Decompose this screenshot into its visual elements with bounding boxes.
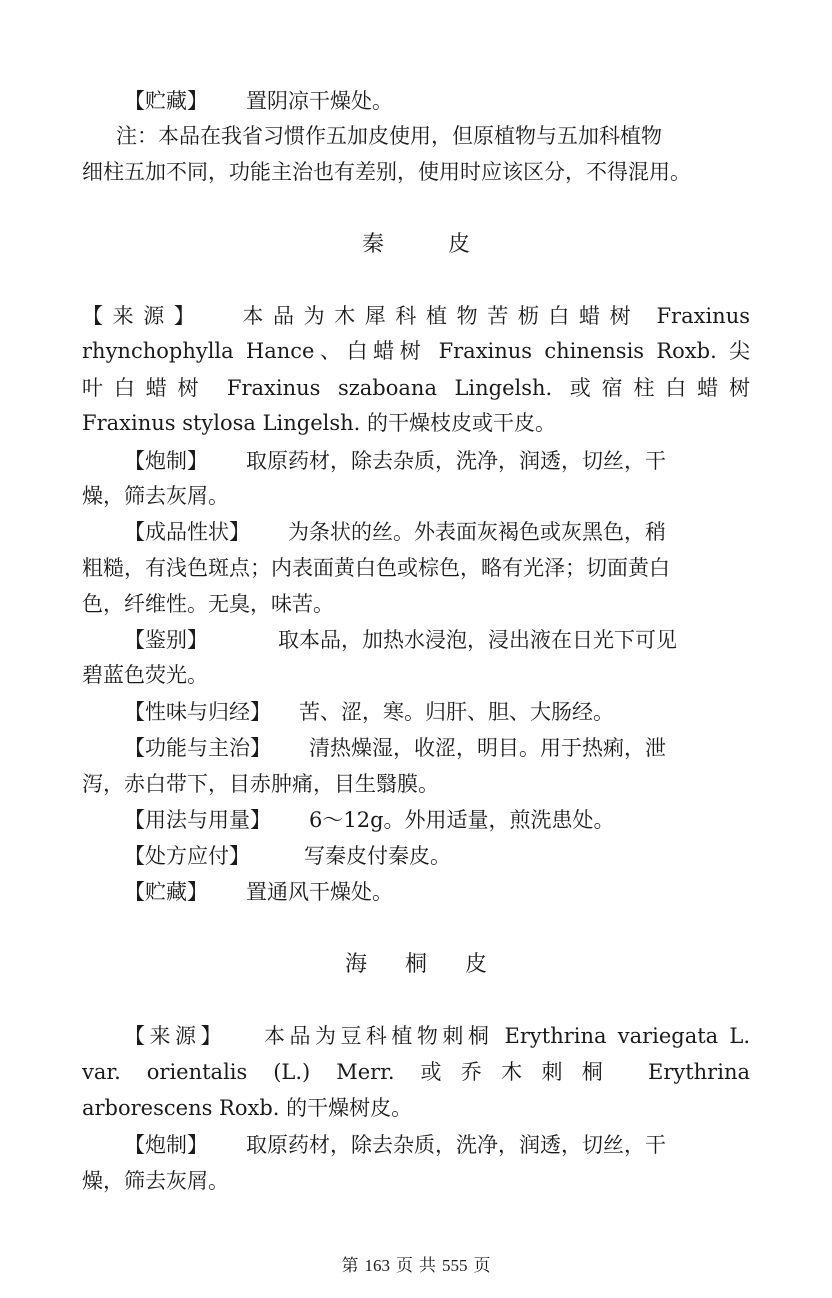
process-line (82, 481, 750, 511)
process-line (82, 1166, 750, 1196)
section-text: 为条状的丝。外表面灰褐色或灰黑色，稍 (288, 520, 666, 544)
function-line (82, 769, 750, 799)
section-title-qinpi (0, 230, 832, 260)
section-text: 燥，筛去灰屑。 (82, 1169, 229, 1193)
section-text: 取原药材，除去杂质，洗净，润透，切丝，干 (246, 449, 666, 473)
section-text: 置阴凉干燥处。 (246, 89, 393, 113)
function-line (124, 733, 750, 763)
footer-text: 页 (473, 1256, 491, 1275)
product-line (124, 517, 750, 547)
section-text: 清热燥湿，收涩，明目。用于热痢，泄 (309, 736, 666, 760)
source-line (82, 1093, 750, 1123)
product-line (82, 589, 750, 619)
section-label: 【来源】 (124, 1024, 226, 1048)
prescription-line (124, 841, 750, 871)
section-label: 【炮制】 (124, 1133, 208, 1157)
footer-text: 页 (396, 1256, 413, 1275)
note-line (82, 157, 750, 187)
page-footer (0, 1254, 832, 1278)
source-line (82, 1057, 750, 1087)
section-text: arborescens Roxb. 的干燥树皮。 (82, 1096, 413, 1120)
title-char: 海 (344, 952, 367, 977)
footer-text: 共 (419, 1256, 436, 1275)
section-text: 苦、涩，寒。归肝、胆、大肠经。 (299, 700, 614, 724)
section-label: 【处方应付】 (124, 844, 250, 868)
section-text: var. orientalis (L.) Merr. 或乔木刺桐 Erythrina (82, 1060, 750, 1084)
title-char: 皮 (465, 952, 488, 977)
section-text: 取本品，加热水浸泡，浸出液在日光下可见 (278, 628, 677, 652)
total-pages-number: 555 (442, 1256, 468, 1275)
usage-line (124, 805, 750, 835)
source-line (82, 301, 750, 331)
note-text: 注：本品在我省习惯作五加皮使用，但原植物与五加科植物 (116, 124, 662, 148)
nature-line (124, 697, 750, 727)
source-line (124, 1021, 750, 1051)
source-line (82, 408, 750, 438)
section-text: 本品为豆科植物刺桐 Erythrina variegata L. (263, 1024, 750, 1048)
section-label: 【贮藏】 (124, 89, 208, 113)
note-text: 细柱五加不同，功能主治也有差别，使用时应该区分，不得混用。 (82, 160, 691, 184)
section-text: 色，纤维性。无臭，味苦。 (82, 592, 334, 616)
section-title-haitongpi (0, 950, 832, 980)
section-text: 粗糙，有浅色斑点；内表面黄白色或棕色，略有光泽；切面黄白 (82, 556, 670, 580)
note-line (116, 121, 750, 151)
section-text: Fraxinus stylosa Lingelsh. 的干燥枝皮或干皮。 (82, 411, 557, 435)
footer-text: 第 (341, 1256, 359, 1275)
section-label: 【用法与用量】 (124, 808, 271, 832)
section-text: 燥，筛去灰屑。 (82, 484, 229, 508)
source-line (82, 373, 750, 403)
title-char: 皮 (448, 232, 471, 257)
process-line (124, 1130, 750, 1160)
section-text: rhynchophylla Hance、白蜡树 Fraxinus chinensis Roxb. 尖 (82, 339, 750, 363)
ident-line (124, 625, 750, 655)
section-label: 【功能与主治】 (124, 736, 271, 760)
section-text: 泻，赤白带下，目赤肿痛，目生翳膜。 (82, 772, 439, 796)
source-line (82, 336, 750, 366)
product-line (82, 553, 750, 583)
section-label: 【炮制】 (124, 449, 208, 473)
section-label: 【来源】 (82, 304, 205, 328)
title-char: 桐 (404, 952, 427, 977)
section-text: 叶白蜡树 Fraxinus szaboana Lingelsh. 或宿柱白蜡树 (82, 376, 750, 400)
title-char: 秦 (361, 232, 384, 257)
current-page-number: 163 (364, 1256, 390, 1275)
section-text: 6～12g。外用适量，煎洗患处。 (309, 808, 615, 832)
section-label: 【性味与归经】 (124, 700, 271, 724)
process-line (124, 446, 750, 476)
section-text: 取原药材，除去杂质，洗净，润透，切丝，干 (246, 1133, 666, 1157)
section-text: 碧蓝色荧光。 (82, 663, 208, 687)
section-text: 写秦皮付秦皮。 (304, 844, 451, 868)
section-text: 本品为木犀科植物苦枥白蜡树 Fraxinus (242, 304, 750, 328)
section-label: 【鉴别】 (124, 628, 208, 652)
storage-line (124, 86, 750, 116)
section-label: 【成品性状】 (124, 520, 250, 544)
section-label: 【贮藏】 (124, 880, 208, 904)
ident-line (82, 660, 750, 690)
storage-line (124, 877, 750, 907)
section-text: 置通风干燥处。 (246, 880, 393, 904)
